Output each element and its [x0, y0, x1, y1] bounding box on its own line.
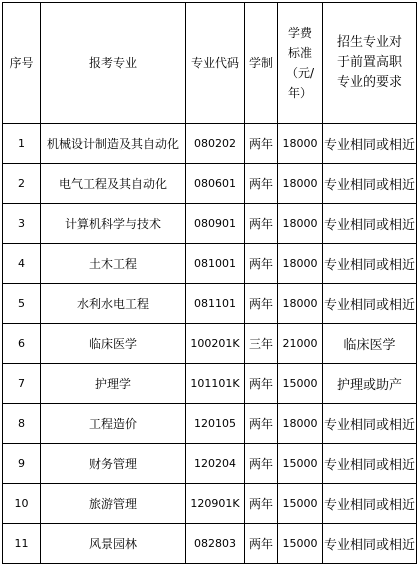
table-row — [3, 164, 417, 204]
cell-fee: 15000 — [278, 484, 323, 524]
table-row — [3, 524, 417, 564]
cell-code: 101101K — [186, 364, 245, 404]
cell-duration: 两年 — [245, 284, 278, 324]
table-row — [3, 244, 417, 284]
cell-major: 旅游管理 — [41, 484, 186, 524]
cell-code: 120204 — [186, 444, 245, 484]
cell-fee: 18000 — [278, 284, 323, 324]
table-header-row — [3, 3, 417, 124]
cell-seq: 10 — [3, 484, 41, 524]
cell-fee: 21000 — [278, 324, 323, 364]
admissions-table — [2, 2, 417, 564]
cell-seq: 11 — [3, 524, 41, 564]
cell-requirement: 专业相同或相近 — [323, 444, 417, 484]
table-row — [3, 124, 417, 164]
cell-fee: 18000 — [278, 204, 323, 244]
table-row — [3, 324, 417, 364]
cell-duration: 两年 — [245, 124, 278, 164]
cell-seq: 9 — [3, 444, 41, 484]
cell-duration: 两年 — [245, 244, 278, 284]
cell-requirement: 专业相同或相近 — [323, 524, 417, 564]
table-row — [3, 204, 417, 244]
cell-requirement: 专业相同或相近 — [323, 164, 417, 204]
cell-requirement: 专业相同或相近 — [323, 124, 417, 164]
header-fee-cell — [278, 3, 323, 124]
cell-requirement: 专业相同或相近 — [323, 204, 417, 244]
cell-major: 机械设计制造及其自动化 — [41, 124, 186, 164]
cell-duration: 两年 — [245, 204, 278, 244]
cell-fee: 18000 — [278, 244, 323, 284]
cell-fee: 18000 — [278, 164, 323, 204]
admissions-table-container — [2, 2, 417, 564]
table-row — [3, 484, 417, 524]
cell-seq: 2 — [3, 164, 41, 204]
cell-major: 财务管理 — [41, 444, 186, 484]
cell-seq: 3 — [3, 204, 41, 244]
header-code: 专业代码 — [186, 3, 245, 124]
cell-fee: 15000 — [278, 524, 323, 564]
cell-seq: 8 — [3, 404, 41, 444]
header-requirement-cell — [323, 3, 417, 124]
cell-seq: 5 — [3, 284, 41, 324]
cell-requirement: 专业相同或相近 — [323, 284, 417, 324]
cell-code: 120901K — [186, 484, 245, 524]
cell-code: 080901 — [186, 204, 245, 244]
cell-major: 水利水电工程 — [41, 284, 186, 324]
cell-duration: 两年 — [245, 444, 278, 484]
header-requirement: 招生专业对于前置高职专业的要求 — [337, 35, 403, 90]
cell-major: 护理学 — [41, 364, 186, 404]
cell-major: 风景园林 — [41, 524, 186, 564]
header-seq: 序号 — [3, 3, 41, 124]
header-fee: 学费标准（元/年） — [286, 26, 315, 100]
header-duration: 学制 — [245, 3, 278, 124]
table-row — [3, 364, 417, 404]
cell-requirement: 专业相同或相近 — [323, 244, 417, 284]
table-row — [3, 284, 417, 324]
cell-duration: 两年 — [245, 524, 278, 564]
cell-major: 临床医学 — [41, 324, 186, 364]
cell-requirement: 专业相同或相近 — [323, 484, 417, 524]
cell-fee: 18000 — [278, 124, 323, 164]
cell-requirement: 临床医学 — [323, 324, 417, 364]
cell-code: 120105 — [186, 404, 245, 444]
cell-fee: 18000 — [278, 404, 323, 444]
header-major: 报考专业 — [41, 3, 186, 124]
cell-duration: 两年 — [245, 404, 278, 444]
cell-seq: 4 — [3, 244, 41, 284]
cell-major: 电气工程及其自动化 — [41, 164, 186, 204]
cell-code: 082803 — [186, 524, 245, 564]
cell-fee: 15000 — [278, 444, 323, 484]
cell-fee: 15000 — [278, 364, 323, 404]
cell-seq: 7 — [3, 364, 41, 404]
cell-major: 土木工程 — [41, 244, 186, 284]
cell-seq: 1 — [3, 124, 41, 164]
cell-code: 081001 — [186, 244, 245, 284]
cell-duration: 两年 — [245, 364, 278, 404]
cell-code: 080601 — [186, 164, 245, 204]
table-row — [3, 444, 417, 484]
cell-seq: 6 — [3, 324, 41, 364]
cell-major: 工程造价 — [41, 404, 186, 444]
table-row — [3, 404, 417, 444]
cell-duration: 三年 — [245, 324, 278, 364]
cell-requirement: 护理或助产 — [323, 364, 417, 404]
cell-code: 100201K — [186, 324, 245, 364]
cell-major: 计算机科学与技术 — [41, 204, 186, 244]
cell-code: 080202 — [186, 124, 245, 164]
cell-code: 081101 — [186, 284, 245, 324]
cell-duration: 两年 — [245, 484, 278, 524]
cell-requirement: 专业相同或相近 — [323, 404, 417, 444]
cell-duration: 两年 — [245, 164, 278, 204]
